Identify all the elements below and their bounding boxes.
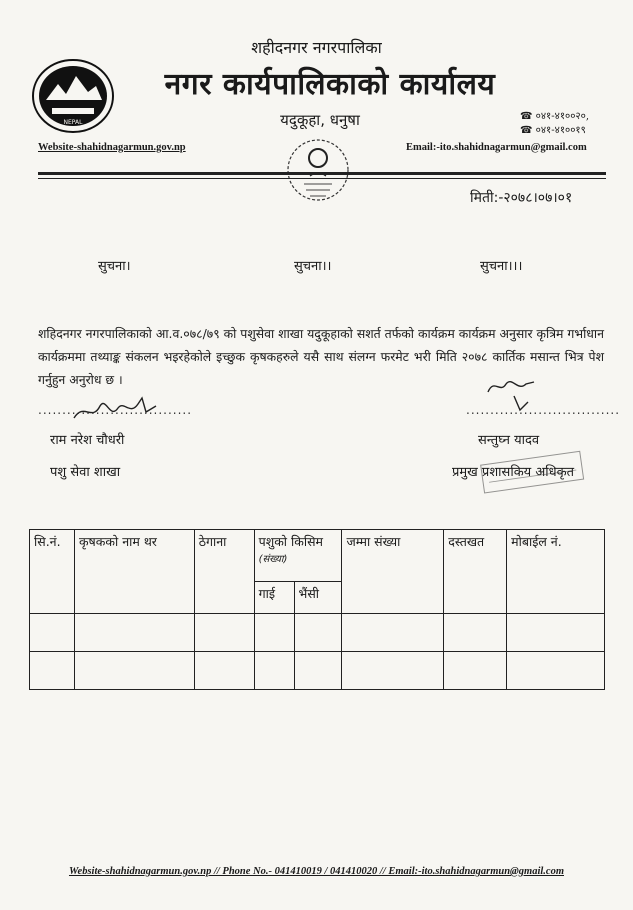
table-cell[interactable] (444, 614, 507, 652)
email-address[interactable]: Email:-ito.shahidnagarmun@gmail.com (406, 142, 587, 153)
handwritten-count-note: (संख्या) (258, 554, 288, 565)
letter-date: मिती:-२०७८।०७।०१ (470, 190, 573, 206)
header-address: ठेगाना (194, 530, 254, 614)
farmer-data-table (29, 529, 605, 690)
notice-title-1: सुचना। (98, 259, 131, 274)
footer-contact: Website-shahidnagarmun.gov.np // Phone No.- 041410019 / 041410020 // Email:-ito.shahidnagarmun@gmail.com (68, 866, 564, 877)
header-sn: सि.नं. (30, 530, 75, 614)
header-mobile: मोबाईल नं. (507, 530, 605, 614)
header-animal-type (254, 530, 342, 582)
subheader-cow: गाई (254, 582, 294, 614)
municipality-name: शहीदनगर नगरपालिका (251, 38, 382, 57)
subheader-buffalo: भैंसी (294, 582, 342, 614)
phone-numbers (520, 110, 589, 138)
signatory-left-title: पशु सेवा शाखा (50, 465, 121, 480)
header-rule-thin (38, 178, 606, 179)
header-signature: दस्तखत (444, 530, 507, 614)
notice-body: शहिदनगर नगरपालिकाको आ.व.०७८/७९ को पशुसेवा शाखा यदुकूहाको सशर्त तर्फको कार्यक्रम कार्यक्रम अनुसार कृत्रिम गर्भाधान कार्यक्रममा तथ्याङ्क संकलन भइरहेकोले इच्छुक कृषकहरुले यसै साथ संलग्न फरमेट भरी मिति २०७८ कार्तिक मसान्त भित्र पेश गर्नुहुन अनुरोध छ । (38, 326, 604, 387)
animal-type-label: पशुको किसिम (258, 534, 324, 549)
table-cell[interactable] (444, 652, 507, 690)
office-title: नगर कार्यपालिकाको कार्यालय (164, 67, 496, 102)
office-address: यदुकूहा, धनुषा (280, 111, 360, 129)
signature-line-right: ................................ (466, 403, 621, 417)
table-cell[interactable] (507, 652, 605, 690)
table-cell[interactable] (74, 652, 194, 690)
table-cell[interactable] (74, 614, 194, 652)
table-row (30, 614, 605, 652)
signatory-right-name: सन्तुघ्न यादव (478, 433, 540, 448)
table-cell[interactable] (30, 652, 75, 690)
phone-line-2: ☎ ०४१-४१००१९ (520, 125, 586, 136)
official-stamp (478, 446, 588, 496)
notice-title-3: सुचना।।। (480, 259, 523, 274)
table-cell[interactable] (507, 614, 605, 652)
municipality-logo (32, 58, 114, 134)
table-cell[interactable] (194, 652, 254, 690)
website-link[interactable]: Website-shahidnagarmun.gov.np (38, 142, 186, 153)
header-total-count: जम्मा संख्या (342, 530, 444, 614)
header-farmer-name: कृषकको नाम थर (74, 530, 194, 614)
phone-line-1: ☎ ०४१-४१००२०, (520, 111, 589, 122)
signature-line-left: ................................ (38, 403, 193, 417)
table-cell[interactable] (342, 652, 444, 690)
table-cell[interactable] (30, 614, 75, 652)
signatory-left-name: राम नरेश चौधरी (50, 433, 125, 448)
table-cell[interactable] (294, 614, 342, 652)
table-row (30, 652, 605, 690)
svg-text:NEPAL: NEPAL (63, 119, 83, 126)
signatory-right-title: प्रमुख प्रशासकिय अधिकृत (452, 465, 575, 480)
notice-title-2: सुचना।। (294, 259, 332, 274)
table-cell[interactable] (254, 652, 294, 690)
table-cell[interactable] (342, 614, 444, 652)
table-cell[interactable] (254, 614, 294, 652)
table-cell[interactable] (194, 614, 254, 652)
header-rule (38, 172, 606, 175)
table-cell[interactable] (294, 652, 342, 690)
